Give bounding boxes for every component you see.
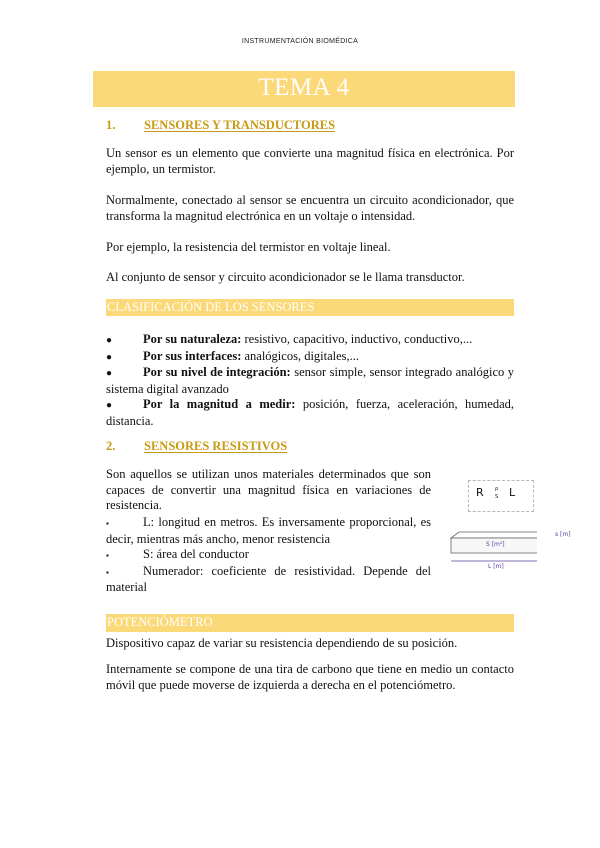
square-bullet-icon: ▪ [106, 551, 109, 560]
item-text: sensor simple, sensor integrado analógico y sistema digital avanzado [106, 365, 514, 396]
formula-numerator: ρ [495, 486, 499, 492]
section1-paragraph-3: Por ejemplo, la resistencia del termistor en voltaje lineal. [106, 240, 391, 254]
section2-title: SENSORES RESISTIVOS [144, 439, 288, 453]
item-label: Por sus interfaces: [143, 348, 242, 363]
formula-fraction [495, 485, 498, 501]
section2-heading [106, 439, 287, 454]
potenciometro-paragraph-1: Dispositivo capaz de variar su resistencia dependiendo de su posición. [106, 636, 458, 650]
clasificacion-band [106, 299, 514, 316]
section1-number: 1. [106, 118, 116, 132]
potenciometro-paragraph-2: Internamente se compone de una tira de carbono que tiene en medio un contacto móvil que puede moverse de izquierda a derecha en el potenciómetro. [106, 662, 514, 692]
title-banner [93, 71, 515, 107]
square-bullet-icon: ▪ [106, 519, 109, 528]
list-item [106, 349, 514, 366]
potenciometro-band [106, 614, 514, 632]
formula-denominator: S [495, 494, 499, 500]
section2-number: 2. [106, 439, 116, 453]
potenciometro-heading: POTENCIÓMETRO [107, 615, 213, 629]
bullet-icon: ● [106, 351, 113, 363]
section1-title: SENSORES Y TRANSDUCTORES [144, 118, 336, 132]
formula-length: L [509, 486, 516, 499]
item-label: Por la magnitud a medir: [143, 397, 296, 411]
label-length: L [m] [488, 563, 504, 570]
square-bullet-icon: ▪ [106, 567, 109, 577]
list-item [106, 397, 514, 429]
item-label: Por su nivel de integración: [143, 365, 291, 379]
section1-paragraph-4: Al conjunto de sensor y circuito acondicionador se le llama transductor. [106, 270, 465, 284]
page-title: TEMA 4 [258, 74, 350, 101]
bullet-icon: ● [106, 335, 113, 346]
list-item [106, 332, 514, 349]
item-text: L: longitud en metros. Es inversamente proporcional, es decir, mientras más ancho, menor resistencia [106, 515, 431, 546]
section1-heading [106, 118, 335, 133]
section1-paragraph-2: Normalmente, conectado al sensor se encuentra un circuito acondicionador, que transforma la magnitud electrónica en un voltaje o intensidad. [106, 193, 514, 223]
section1-paragraph-1: Un sensor es un elemento que convierte una magnitud física en electrónica. Por ejemplo, un termistor. [106, 146, 514, 176]
running-header: INSTRUMENTACIÓN BIOMÉDICA [241, 38, 359, 45]
item-text: S: área del conductor [143, 547, 249, 561]
bullet-icon: ● [106, 368, 113, 379]
item-label: Por su naturaleza: [143, 332, 242, 346]
formula-resistance: R [476, 486, 484, 499]
list-item [106, 515, 431, 547]
list-item [106, 547, 431, 564]
item-text: Numerador: coeficiente de resistividad. Depende del material [106, 563, 431, 594]
clasificacion-heading: CLASIFICACIÓN DE LOS SENSORES [107, 300, 315, 314]
item-text: resistivo, capacitivo, inductivo, conductivo,... [241, 332, 473, 346]
section2-intro: Son aquellos se utilizan unos materiales determinados que son capaces de convertir una magnitud física en variaciones de resistencia. [106, 467, 431, 512]
item-text: posición, fuerza, aceleración, humedad, distancia. [106, 397, 515, 428]
bullet-icon: ● [106, 400, 113, 411]
section2-list [106, 515, 431, 596]
item-text: analógicos, digitales,... [241, 348, 360, 363]
list-item [106, 564, 431, 596]
list-item [106, 365, 514, 397]
label-thickness: s [m] [555, 531, 571, 538]
label-area: S [m²] [486, 541, 505, 548]
clasificacion-list [106, 332, 514, 429]
